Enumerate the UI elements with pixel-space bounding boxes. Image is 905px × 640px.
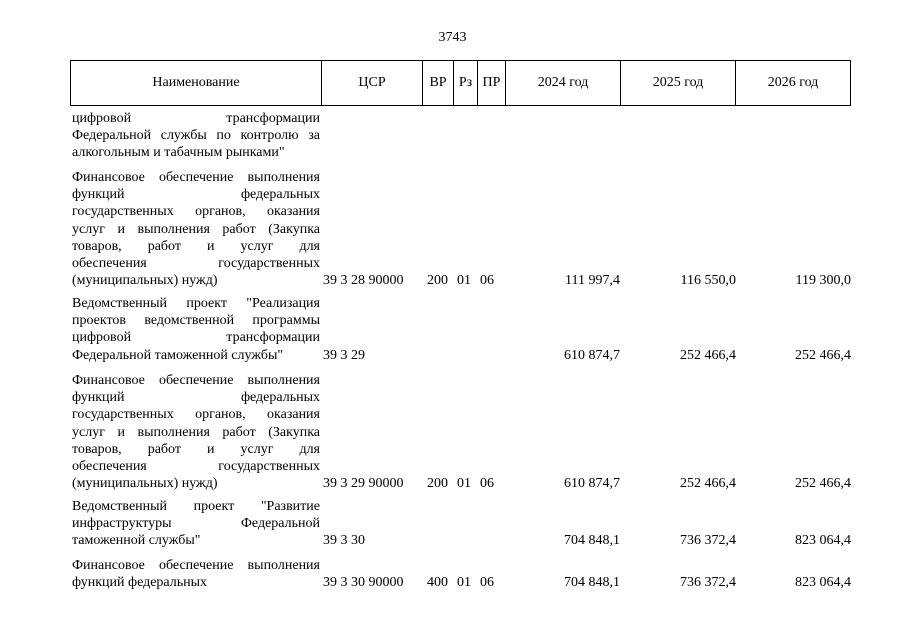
row-name-line: Ведомственный проект "Развитие: [72, 499, 320, 514]
row-name-line: обеспечения государственных: [72, 255, 320, 271]
row-name-line: товаров, работ и услуг для: [72, 441, 320, 457]
row-name-line: услуг и выполнения работ (Закупка: [72, 424, 320, 440]
row-rz: 01: [457, 575, 471, 591]
row-name-line: функций федеральных: [72, 187, 320, 203]
row-name-line: Ведомственный проект "Реализация: [72, 296, 320, 311]
row-vr: 200: [427, 273, 448, 289]
row-name-line: Федеральной службы по контролю за: [72, 128, 320, 144]
header-pr: ПР: [478, 61, 506, 105]
row-name-line: товаров, работ и услуг для: [72, 238, 320, 254]
row-name: [72, 557, 320, 591]
row-csr: 39 3 28 90000: [323, 273, 404, 289]
row-name: [72, 498, 320, 550]
row-name: [72, 110, 320, 162]
page-number: 3743: [438, 30, 467, 45]
row-value-2025: 736 372,4: [680, 575, 736, 591]
header-rz: Рз: [454, 61, 478, 105]
row-csr: 39 3 30 90000: [323, 575, 404, 591]
row-name-line: алкогольным и табачным рынками": [72, 145, 285, 161]
row-name-line: обеспечения государственных: [72, 458, 320, 474]
row-csr: 39 3 29: [323, 347, 365, 363]
row-name: [72, 372, 320, 492]
row-value-2025: 252 466,4: [680, 476, 736, 492]
row-name-line: (муниципальных) нужд): [72, 273, 218, 289]
row-value-2024: 610 874,7: [564, 347, 620, 363]
row-name: [72, 169, 320, 289]
row-name-line: функций федеральных: [72, 390, 320, 406]
row-value-2026: 823 064,4: [795, 533, 851, 549]
row-name-line: услуг и выполнения работ (Закупка: [72, 221, 320, 237]
row-csr: 39 3 29 90000: [323, 476, 404, 492]
row-name-line: (муниципальных) нужд): [72, 476, 218, 492]
row-name-line: функций федеральных: [72, 575, 208, 591]
header-vr: ВР: [423, 61, 454, 105]
header-2024: 2024 год: [506, 61, 621, 105]
row-name-line: Финансовое обеспечение выполнения: [72, 170, 320, 185]
row-name-line: Финансовое обеспечение выполнения: [72, 558, 320, 573]
row-name-line: проектов ведомственной программы: [72, 313, 320, 329]
header-csr: ЦСР: [322, 61, 423, 105]
row-pr: 06: [480, 476, 494, 492]
row-pr: 06: [480, 575, 494, 591]
row-value-2024: 704 848,1: [564, 533, 620, 549]
header-2025: 2025 год: [621, 61, 736, 105]
row-pr: 06: [480, 273, 494, 289]
row-rz: 01: [457, 476, 471, 492]
row-value-2025: 116 550,0: [680, 273, 736, 289]
row-name-line: таможенной службы": [72, 533, 201, 549]
row-name-line: государственных органов, оказания: [72, 407, 320, 423]
row-value-2024: 610 874,7: [564, 476, 620, 492]
row-value-2026: 252 466,4: [795, 476, 851, 492]
row-name: [72, 295, 320, 364]
row-value-2026: 119 300,0: [795, 273, 851, 289]
row-vr: 400: [427, 575, 448, 591]
row-rz: 01: [457, 273, 471, 289]
row-value-2026: 252 466,4: [795, 347, 851, 363]
row-value-2026: 823 064,4: [795, 575, 851, 591]
header-2026: 2026 год: [767, 75, 819, 90]
table-header: [70, 60, 851, 106]
row-value-2025: 736 372,4: [680, 533, 736, 549]
row-name-line: инфраструктуры Федеральной: [72, 516, 320, 532]
row-name-line: цифровой трансформации: [72, 330, 320, 346]
row-value-2024: 111 997,4: [565, 273, 620, 289]
row-csr: 39 3 30: [323, 533, 365, 549]
row-name-line: государственных органов, оказания: [72, 204, 320, 220]
row-name-line: Финансовое обеспечение выполнения: [72, 373, 320, 388]
row-name-line: цифровой трансформации: [72, 111, 320, 126]
row-name-line: Федеральной таможенной службы": [72, 347, 284, 363]
row-vr: 200: [427, 476, 448, 492]
header-name: Наименование: [71, 61, 322, 105]
row-value-2024: 704 848,1: [564, 575, 620, 591]
row-value-2025: 252 466,4: [680, 347, 736, 363]
